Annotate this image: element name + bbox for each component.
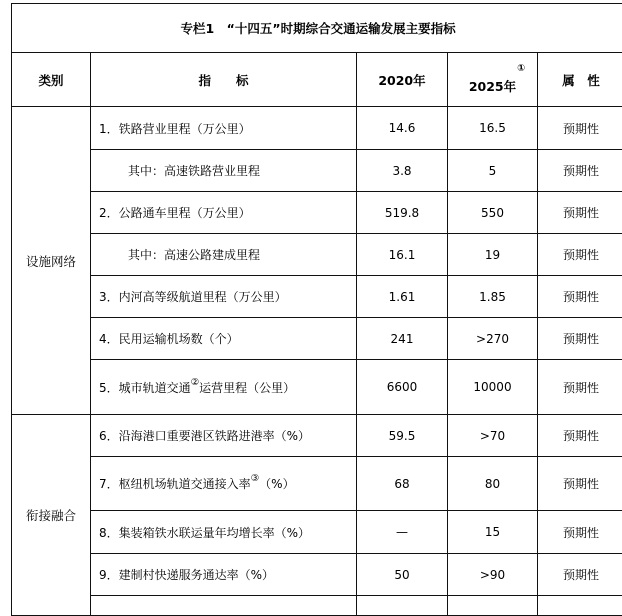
value-2020: 68 xyxy=(357,457,448,511)
table-row xyxy=(12,276,622,318)
indicator-cell: 2．公路通车里程（万公里） xyxy=(91,192,357,234)
indicator-text-tail: 运营里程（公里） xyxy=(199,381,295,395)
indicator-cell xyxy=(91,457,357,511)
header-attribute: 属 性 xyxy=(538,53,622,107)
indicator-cell: 9．建制村快递服务通达率（%） xyxy=(91,554,357,596)
attribute-cell: 预期性 xyxy=(538,192,622,234)
indicator-cell: 6．沿海港口重要港区铁路进港率（%） xyxy=(91,415,357,457)
value-2020: 519.8 xyxy=(357,192,448,234)
attribute-cell: 预期性 xyxy=(538,318,622,360)
value-2020: 59.5 xyxy=(357,415,448,457)
attribute-cell: 预期性 xyxy=(538,150,622,192)
table-row xyxy=(12,457,622,511)
value-2025: 5 xyxy=(448,150,538,192)
table-row xyxy=(12,511,622,554)
value-2025: 10000 xyxy=(448,360,538,415)
value-2020: 3.8 xyxy=(357,150,448,192)
indicator-text-tail: （%） xyxy=(259,477,294,491)
table-row xyxy=(12,360,622,415)
indicator-text: 7．枢纽机场轨道交通接入率 xyxy=(99,477,251,491)
category-connection-integration: 衔接融合 xyxy=(12,415,91,616)
value-2025: 16.5 xyxy=(448,107,538,150)
value-2025: 15 xyxy=(448,511,538,554)
table-row xyxy=(12,415,622,457)
header-category: 类别 xyxy=(12,53,91,107)
title-row xyxy=(12,4,622,53)
indicator-cell: 3．内河高等级航道里程（万公里） xyxy=(91,276,357,318)
attribute-cell: 预期性 xyxy=(538,554,622,596)
category-facility-network: 设施网络 xyxy=(12,107,91,415)
value-2020: 6600 xyxy=(357,360,448,415)
value-2025: 550 xyxy=(448,192,538,234)
footnote-2-marker: ② xyxy=(191,377,200,388)
attribute-cell: 预期性 xyxy=(538,360,622,415)
attribute-cell: 预期性 xyxy=(538,511,622,554)
table-row xyxy=(12,554,622,596)
indicator-cell: 1．铁路营业里程（万公里） xyxy=(91,107,357,150)
attribute-cell: 预期性 xyxy=(538,457,622,511)
header-row xyxy=(12,53,622,107)
value-2020: 1.61 xyxy=(357,276,448,318)
footnote-1-marker: ① xyxy=(517,63,525,74)
table-row xyxy=(12,150,622,192)
indicator-cell: 8．集装箱铁水联运量年均增长率（%） xyxy=(91,511,357,554)
attribute-cell: 预期性 xyxy=(538,107,622,150)
table-row xyxy=(12,192,622,234)
indicator-cell: 其中：高速公路建成里程 xyxy=(91,234,357,276)
value-2025: 80 xyxy=(448,457,538,511)
table-row xyxy=(12,107,622,150)
header-2025 xyxy=(448,53,538,107)
table-row xyxy=(12,318,622,360)
value-2020: — xyxy=(357,511,448,554)
header-indicator: 指 标 xyxy=(91,53,357,107)
table-title: 专栏1 “十四五”时期综合交通运输发展主要指标 xyxy=(12,4,622,53)
indicators-table xyxy=(11,3,622,616)
value-2020: 14.6 xyxy=(357,107,448,150)
value-2025: >70 xyxy=(448,415,538,457)
value-2025: >270 xyxy=(448,318,538,360)
attribute-cell: 预期性 xyxy=(538,276,622,318)
table-row xyxy=(12,234,622,276)
indicator-cell: 其中：高速铁路营业里程 xyxy=(91,150,357,192)
indicator-text: 5．城市轨道交通 xyxy=(99,381,191,395)
value-2020: 241 xyxy=(357,318,448,360)
attribute-cell: 预期性 xyxy=(538,415,622,457)
indicator-cell xyxy=(91,360,357,415)
footnote-3-marker: ③ xyxy=(251,473,260,484)
value-2025: 1.85 xyxy=(448,276,538,318)
value-2025: 19 xyxy=(448,234,538,276)
indicator-cell: 4．民用运输机场数（个） xyxy=(91,318,357,360)
header-2020: 2020年 xyxy=(357,53,448,107)
header-2025-label: 2025年 xyxy=(469,79,516,94)
value-2020: 50 xyxy=(357,554,448,596)
attribute-cell: 预期性 xyxy=(538,234,622,276)
value-2025: >90 xyxy=(448,554,538,596)
value-2020: 16.1 xyxy=(357,234,448,276)
